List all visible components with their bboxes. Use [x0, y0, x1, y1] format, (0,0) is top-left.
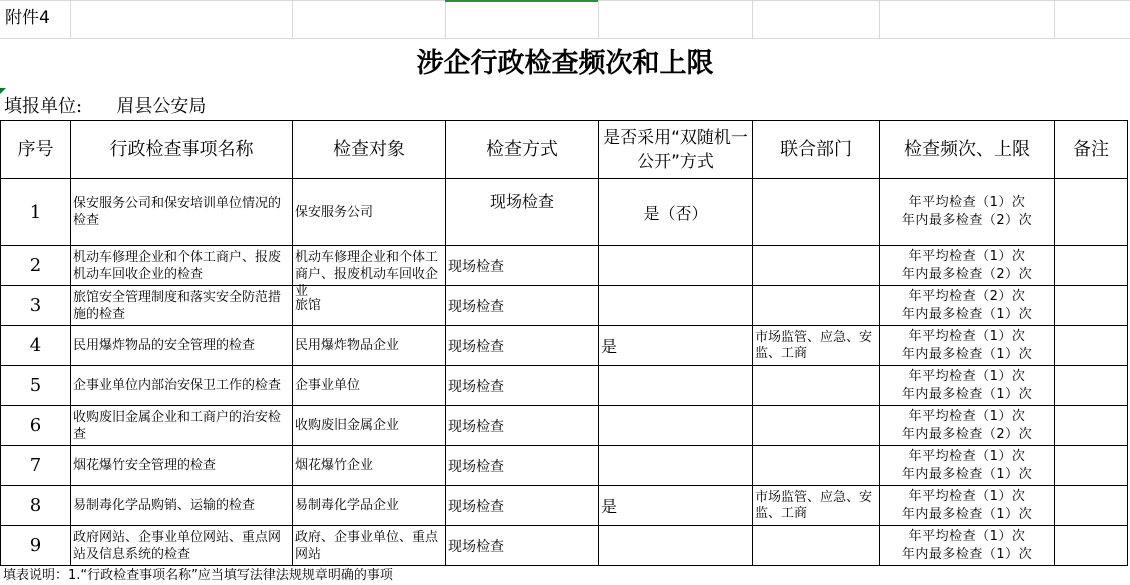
footnote: 填表说明：1.“行政检查事项名称”应当填写法律法规规章明确的事项: [3, 568, 393, 583]
row-no: 8: [1, 486, 71, 526]
row-no: 5: [1, 366, 71, 406]
row-double-random: 是: [599, 326, 753, 366]
freq-max: 年内最多检查（2）次: [901, 213, 1033, 228]
header-double-random: 是否采用“双随机一公开”方式: [599, 121, 753, 179]
row-double-random: [599, 446, 753, 486]
row-object: 烟花爆竹企业: [293, 446, 446, 486]
row-no: 3: [1, 286, 71, 326]
row-no: 9: [1, 526, 71, 566]
row-note: [1055, 486, 1128, 526]
freq-max: 年内最多检查（1）次: [901, 546, 1033, 562]
row-object: 易制毒化学品企业: [293, 486, 446, 526]
row-note: [1055, 526, 1128, 566]
reporting-unit-value: 眉县公安局: [116, 96, 207, 117]
row-item: 机动车修理企业和个体工商户、报废机动车回收企业的检查: [71, 246, 293, 286]
table-row: [1, 486, 1128, 526]
row-double-random: [599, 286, 753, 326]
freq-max: 年内最多检查（2）次: [901, 426, 1033, 442]
row-freq: [880, 326, 1055, 366]
table-row: [1, 366, 1128, 406]
row-freq: [880, 179, 1055, 246]
freq-max: 年内最多检查（1）次: [901, 386, 1033, 402]
row-freq: [880, 246, 1055, 286]
row-dept: [753, 366, 880, 406]
row-dept: [753, 286, 880, 326]
freq-max: 年内最多检查（1）次: [901, 346, 1033, 362]
freq-max: 年内最多检查（1）次: [901, 306, 1033, 322]
header-method: 检查方式: [446, 121, 599, 179]
freq-avg: 年平均检查（1）次: [908, 408, 1026, 424]
freq-avg: 年平均检查（1）次: [908, 368, 1026, 384]
row-item: 烟花爆竹安全管理的检查: [71, 446, 293, 486]
row-double-random: 是: [599, 486, 753, 526]
table-row: [1, 326, 1128, 366]
row-method-text: 现场检查: [489, 192, 554, 211]
row-method: 现场检查: [446, 486, 599, 526]
table-row: [1, 446, 1128, 486]
row-double-random: [599, 179, 753, 246]
row-object: 民用爆炸物品企业: [293, 326, 446, 366]
row-freq: [880, 446, 1055, 486]
row-object-text: 机动车修理企业和个体工商户、报废机动车回收企业: [295, 249, 439, 299]
header-object: 检查对象: [293, 121, 446, 179]
row-method: 现场检查: [446, 286, 599, 326]
row-method: 现场检查: [446, 366, 599, 406]
row-dept: 市场监管、应急、安监、工商: [753, 486, 880, 526]
freq-avg: 年平均检查（1）次: [908, 448, 1026, 464]
row-no: 1: [1, 179, 71, 246]
table-row: [1, 406, 1128, 446]
row-method: 现场检查: [446, 246, 599, 286]
reporting-unit-label: 填报单位:: [4, 96, 83, 117]
row-object: 旅馆: [293, 286, 446, 326]
row-item: 政府网站、企事业单位网站、重点网站及信息系统的检查: [71, 526, 293, 566]
header-no: 序号: [1, 121, 71, 179]
row-note: [1055, 366, 1128, 406]
row-note: [1055, 446, 1128, 486]
row-item: 企事业单位内部治安保卫工作的检查: [71, 366, 293, 406]
inspection-table: [0, 120, 1128, 566]
row-freq: [880, 486, 1055, 526]
freq-avg: 年平均检查（2）次: [908, 288, 1026, 304]
row-freq: [880, 366, 1055, 406]
row-method: 现场检查: [446, 326, 599, 366]
table-row: [1, 286, 1128, 326]
table-row: [1, 246, 1128, 286]
row-note: [1055, 326, 1128, 366]
freq-avg: 年平均检查（1）次: [908, 528, 1026, 544]
row-dept: [753, 446, 880, 486]
row-double-random: [599, 526, 753, 566]
freq-max: 年内最多检查（2）次: [901, 266, 1033, 282]
row-double-random: [599, 246, 753, 286]
row-note: [1055, 286, 1128, 326]
header-dept: 联合部门: [753, 121, 880, 179]
table-row: [1, 526, 1128, 566]
row-method: 现场检查: [446, 406, 599, 446]
row-freq: [880, 286, 1055, 326]
row-item: 易制毒化学品购销、运输的检查: [71, 486, 293, 526]
page-title: 涉企行政检查频次和上限: [416, 48, 714, 79]
row-method: 现场检查: [446, 526, 599, 566]
row-dept: [753, 406, 880, 446]
freq-max: 年内最多检查（1）次: [901, 466, 1033, 482]
row-double-random-text: 是（否）: [643, 203, 708, 223]
row-dept: 市场监管、应急、安监、工商: [753, 326, 880, 366]
row-item: 旅馆安全管理制度和落实安全防范措施的检查: [71, 286, 293, 326]
row-note: [1055, 246, 1128, 286]
row-double-random: [599, 366, 753, 406]
row-object: 收购废旧金属企业: [293, 406, 446, 446]
row-item: 民用爆炸物品的安全管理的检查: [71, 326, 293, 366]
row-no: 6: [1, 406, 71, 446]
header-item: 行政检查事项名称: [71, 121, 293, 179]
row-freq: [880, 526, 1055, 566]
row-method: [446, 179, 599, 246]
row-no: 7: [1, 446, 71, 486]
row-object: [293, 246, 446, 299]
row-method: 现场检查: [446, 446, 599, 486]
row-double-random: [599, 406, 753, 446]
row-note: [1055, 179, 1128, 246]
header-note: 备注: [1055, 121, 1128, 179]
row-item: 收购废旧金属企业和工商户的治安检查: [71, 406, 293, 446]
freq-avg: 年平均检查（1）次: [908, 248, 1026, 264]
row-freq: [880, 406, 1055, 446]
row-note: [1055, 406, 1128, 446]
row-no: 2: [1, 246, 71, 286]
row-object: 企事业单位: [293, 366, 446, 406]
row-dept: [753, 246, 880, 286]
cell-comment-marker: [0, 88, 6, 94]
freq-avg: 年平均检查（1）次: [908, 328, 1026, 344]
freq-max: 年内最多检查（1）次: [901, 506, 1033, 522]
row-no: 4: [1, 326, 71, 366]
table-header-row: [1, 121, 1128, 179]
header-freq: 检查频次、上限: [880, 121, 1055, 179]
attachment-label: 附件4: [5, 8, 50, 28]
table-row: [1, 179, 1128, 246]
freq-avg: 年平均检查（1）次: [908, 195, 1026, 210]
row-dept: [753, 179, 880, 246]
freq-avg: 年平均检查（1）次: [908, 488, 1026, 504]
row-dept: [753, 526, 880, 566]
row-object: 保安服务公司: [293, 179, 446, 246]
row-item: 保安服务公司和保安培训单位情况的检查: [71, 179, 293, 246]
reporting-unit: [4, 95, 206, 119]
row-object: 政府、企事业单位、重点网站: [293, 526, 446, 566]
